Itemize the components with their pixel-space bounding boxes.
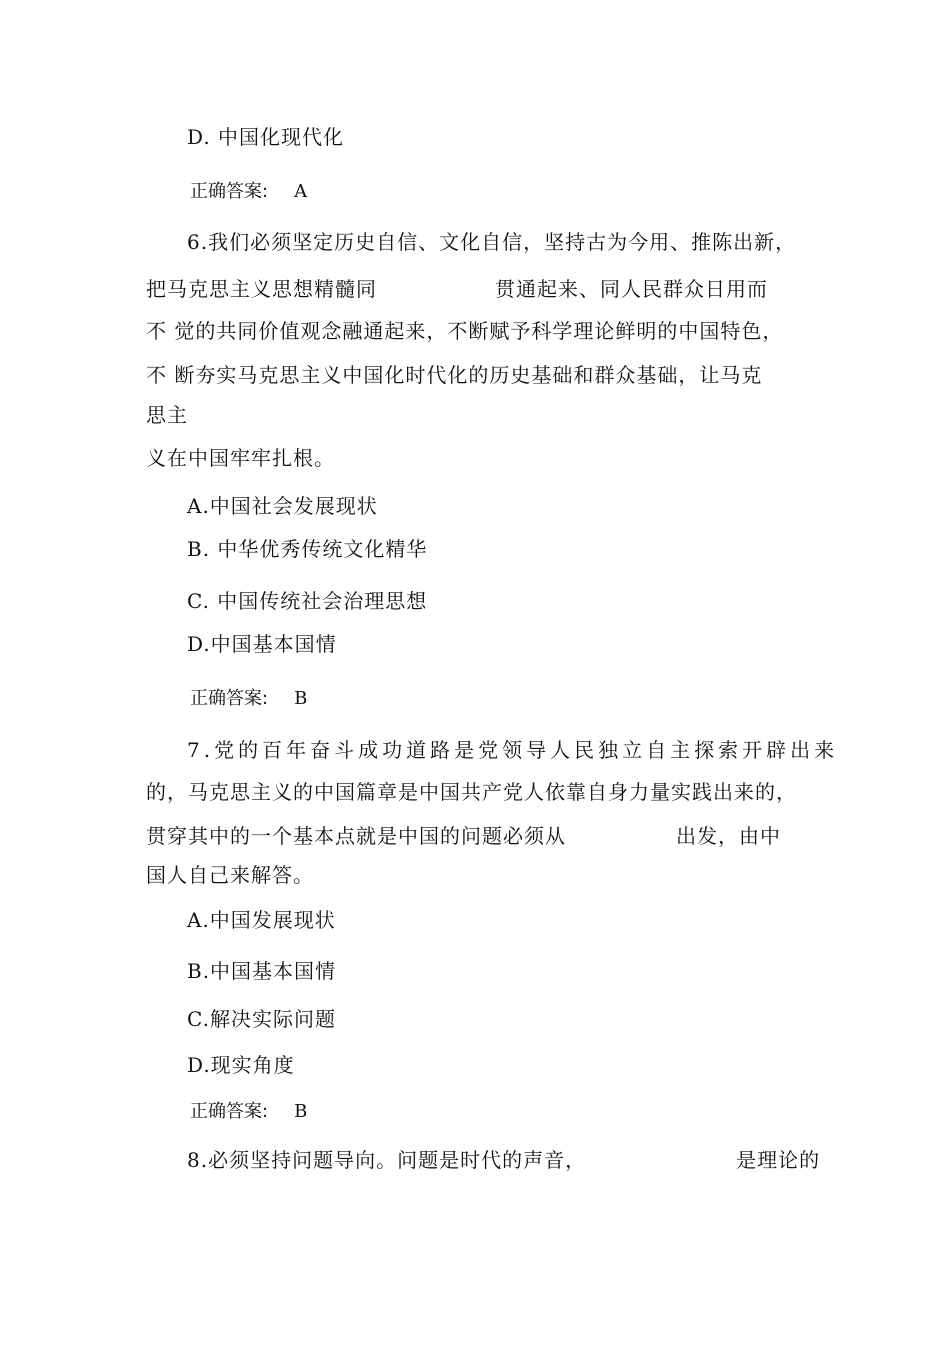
q8-stem-line-1	[187, 1147, 820, 1173]
q7-stem-line-3	[146, 823, 781, 849]
q6-stem-part-before-blank: 把马克思主义思想精髓同	[146, 277, 377, 301]
q5-answer	[190, 179, 307, 205]
q6-answer	[190, 686, 307, 712]
q6-answer-label: 正确答案:	[190, 688, 269, 709]
q6-option-b: B. 中华优秀传统文化精华	[187, 537, 428, 561]
q7-option-c: C.解决实际问题	[187, 1007, 336, 1031]
q6-stem-line-4: 不 断夯实马克思主义中国化时代化的历史基础和群众基础，让马克	[146, 363, 763, 387]
q5-answer-label: 正确答案:	[190, 181, 269, 202]
q6-option-a: A.中国社会发展现状	[187, 494, 378, 518]
q7-option-b: B.中国基本国情	[187, 959, 337, 983]
q7-option-d: D.现实角度	[187, 1053, 295, 1077]
q7-stem-part-after-blank: 出发，由中	[676, 824, 781, 848]
q6-option-d: D.中国基本国情	[187, 632, 337, 656]
q6-stem-part-after-blank: 贯通起来、同人民群众日用而	[495, 277, 768, 301]
q5-option-d: D. 中国化现代化	[187, 125, 345, 149]
q6-option-c: C. 中国传统社会治理思想	[187, 589, 428, 613]
q7-option-a: A.中国发展现状	[187, 908, 336, 932]
q7-stem-line-2: 的，马克思主义的中国篇章是中国共产党人依靠自身力量实践出来的，	[146, 780, 797, 804]
q5-answer-value: A	[294, 181, 308, 202]
q8-stem-part-after-blank: 是理论的	[736, 1148, 821, 1172]
q6-stem-line-6: 义在中国牢牢扎根。	[146, 446, 335, 470]
q6-stem-line-3: 不 觉的共同价值观念融通起来，不断赋予科学理论鲜明的中国特色，	[146, 319, 784, 343]
q7-stem-line-1: 7.党的百年奋斗成功道路是党领导人民独立自主探索开辟出来	[187, 738, 839, 762]
q7-answer	[190, 1099, 307, 1125]
q8-stem-part-before-blank: 8.必须坚持问题导向。问题是时代的声音，	[187, 1148, 587, 1172]
q6-answer-value: B	[294, 688, 308, 709]
q7-answer-value: B	[294, 1101, 308, 1122]
q6-stem-line-1: 6.我们必须坚定历史自信、文化自信，坚持古为今用、推陈出新，	[187, 230, 797, 254]
q7-stem-line-4: 国人自己来解答。	[146, 863, 314, 887]
q7-answer-label: 正确答案:	[190, 1101, 269, 1122]
q7-stem-part-before-blank: 贯穿其中的一个基本点就是中国的问题必须从	[146, 824, 566, 848]
q6-stem-line-5: 思主	[146, 403, 188, 427]
q6-stem-line-2	[146, 276, 768, 302]
